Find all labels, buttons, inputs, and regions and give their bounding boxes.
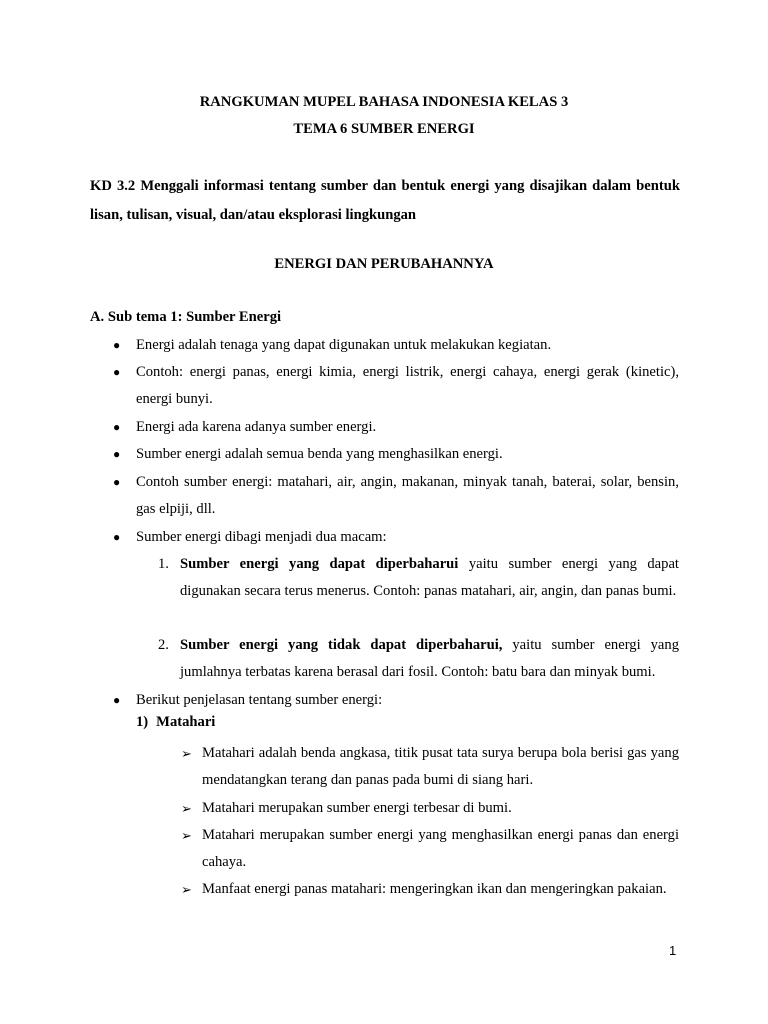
subtema-heading: A. Sub tema 1: Sumber Energi (90, 309, 282, 325)
matahari-point: ➢ Matahari adalah benda angkasa, titik pusat tata surya berupa bola berisi gas yang mendatangkan terang dan panas pada bumi di siang hari. (202, 740, 679, 794)
page-number: 1 (669, 943, 677, 958)
list-item: ● Berikut penjelasan tentang sumber energi: (136, 687, 679, 714)
arrow-bullet-icon: ➢ (181, 882, 192, 897)
list-item: ● Energi adalah tenaga yang dapat digunakan untuk melakukan kegiatan. (136, 332, 679, 359)
list-item: ● Energi ada karena adanya sumber energi. (136, 414, 679, 441)
energy-type-item: 2. Sumber energi yang tidak dapat diperbaharui, yaitu sumber energi yang jumlahnya terbatas karena berasal dari fosil. Contoh: batu bara dan minyak bumi. (158, 637, 679, 680)
arrow-bullet-icon: ➢ (181, 746, 192, 761)
matahari-point: ➢ Matahari merupakan sumber energi yang menghasilkan energi panas dan energi cahaya. (202, 822, 679, 876)
bullet-icon: ● (113, 365, 121, 379)
bullet-icon: ● (113, 338, 121, 352)
bullet-icon: ● (113, 475, 121, 489)
matahari-point: ➢ Manfaat energi panas matahari: mengeringkan ikan dan mengeringkan pakaian. (202, 876, 679, 903)
document-title-line2: TEMA 6 SUMBER ENERGI (293, 121, 475, 137)
arrow-bullet-icon: ➢ (181, 801, 192, 816)
list-item: ● Contoh sumber energi: matahari, air, angin, makanan, minyak tanah, baterai, solar, bensin, gas elpiji, dll. (136, 469, 679, 523)
energy-type-item: 1. Sumber energi yang dapat diperbaharui yaitu sumber energi yang dapat digunakan secara terus menerus. Contoh: panas matahari, air, angin, dan panas bumi. (158, 556, 679, 599)
list-item: ● Sumber energi dibagi menjadi dua macam: (136, 524, 679, 551)
section-title: ENERGI DAN PERUBAHANNYA (274, 256, 494, 272)
document-title-line1: RANGKUMAN MUPEL BAHASA INDONESIA KELAS 3 (199, 94, 569, 110)
bullet-icon: ● (113, 447, 121, 461)
kd-statement: KD 3.2 Menggali informasi tentang sumber dan bentuk energi yang disajikan dalam bentuk lisan, tulisan, visual, dan/atau eksplorasi lingkungan (90, 178, 680, 223)
bullet-icon: ● (113, 530, 121, 544)
bullet-icon: ● (113, 693, 121, 707)
list-item: ● Contoh: energi panas, energi kimia, energi listrik, energi cahaya, energi gerak (kinetic), energi bunyi. (136, 359, 679, 413)
bullet-icon: ● (113, 420, 121, 434)
matahari-heading: 1) Matahari (136, 714, 216, 730)
list-item: ● Sumber energi adalah semua benda yang menghasilkan energi. (136, 441, 679, 468)
arrow-bullet-icon: ➢ (181, 828, 192, 843)
matahari-point: ➢ Matahari merupakan sumber energi terbesar di bumi. (202, 795, 679, 822)
